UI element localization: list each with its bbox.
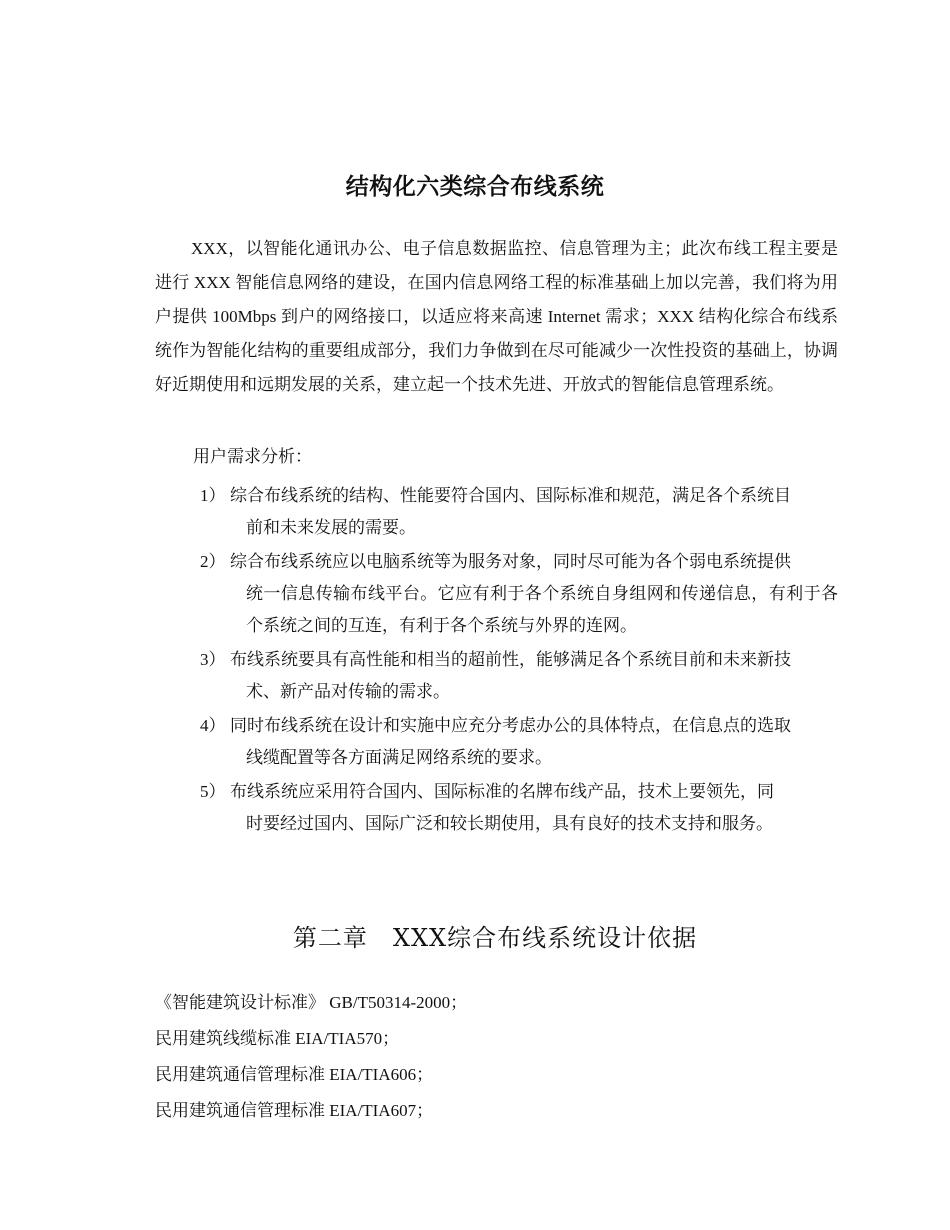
list-item-text: 布线系统应采用符合国内、国际标准的名牌布线产品，技术上要领先，同 xyxy=(230,782,774,801)
intro-paragraph: XXX，以智能化通讯办公、电子信息数据监控、信息管理为主；此次布线工程主要是进行 XXX 智能信息网络的建设，在国内信息网络工程的标准基础上加以完善，我们将为用户提供 100Mbps 到户的网络接口，以适应将来高速 Internet 需求；XXX 结构化综合布线系统作为智能化结构的重要组成部分，我们力争做到在尽可能减少一次性投资的基础上，协调好近期使用和远期发展的关系，建立起一个技术先进、开放式的智能信息管理系统。 xyxy=(155,239,838,394)
reference-item: 《智能建筑设计标准》 GB/T50314-2000； xyxy=(155,993,468,1012)
document-title: 结构化六类综合布线系统 xyxy=(345,174,605,200)
list-item xyxy=(200,546,838,642)
list-item-text: 同时布线系统在设计和实施中应充分考虑办公的具体特点，在信息点的选取 xyxy=(230,716,791,735)
list-item-text: 前和未来发展的需要。 xyxy=(246,518,416,537)
requirements-heading: 用户需求分析： xyxy=(193,447,312,466)
list-item xyxy=(200,710,838,774)
list-item-number: 1） xyxy=(200,486,226,505)
reference-item: 民用建筑线缆标准 EIA/TIA570； xyxy=(155,1029,400,1048)
list-item xyxy=(200,776,838,840)
references-list xyxy=(155,985,467,1129)
list-item-number: 5） xyxy=(200,782,226,801)
list-item-text: 综合布线系统的结构、性能要符合国内、国际标准和规范，满足各个系统目 xyxy=(230,486,791,505)
list-item-number: 4） xyxy=(200,716,226,735)
list-item-text: 综合布线系统应以电脑系统等为服务对象，同时尽可能为各个弱电系统提供 xyxy=(230,552,791,571)
list-item-text: 布线系统要具有高性能和相当的超前性，能够满足各个系统目前和未来新技 xyxy=(230,650,791,669)
list-item-text: 时要经过国内、国际广泛和较长期使用，具有良好的技术支持和服务。 xyxy=(246,814,773,833)
reference-item: 民用建筑通信管理标准 EIA/TIA607； xyxy=(155,1101,434,1120)
list-item-number: 3） xyxy=(200,650,226,669)
reference-item: 民用建筑通信管理标准 EIA/TIA606； xyxy=(155,1065,434,1084)
list-item-text: 线缆配置等各方面满足网络系统的要求。 xyxy=(246,748,552,767)
list-item-text: 术、新产品对传输的需求。 xyxy=(246,682,450,701)
list-item-number: 2） xyxy=(200,552,226,571)
list-item xyxy=(200,480,838,544)
list-item-text: 统一信息传输布线平台。它应有利于各个系统自身组网和传递信息，有利于各个系统之间的互连，有利于各个系统与外界的连网。 xyxy=(246,584,838,635)
list-item xyxy=(200,644,838,708)
requirements-list xyxy=(200,480,838,842)
chapter-title: 第二章 XXX综合布线系统设计依据 xyxy=(292,924,698,952)
